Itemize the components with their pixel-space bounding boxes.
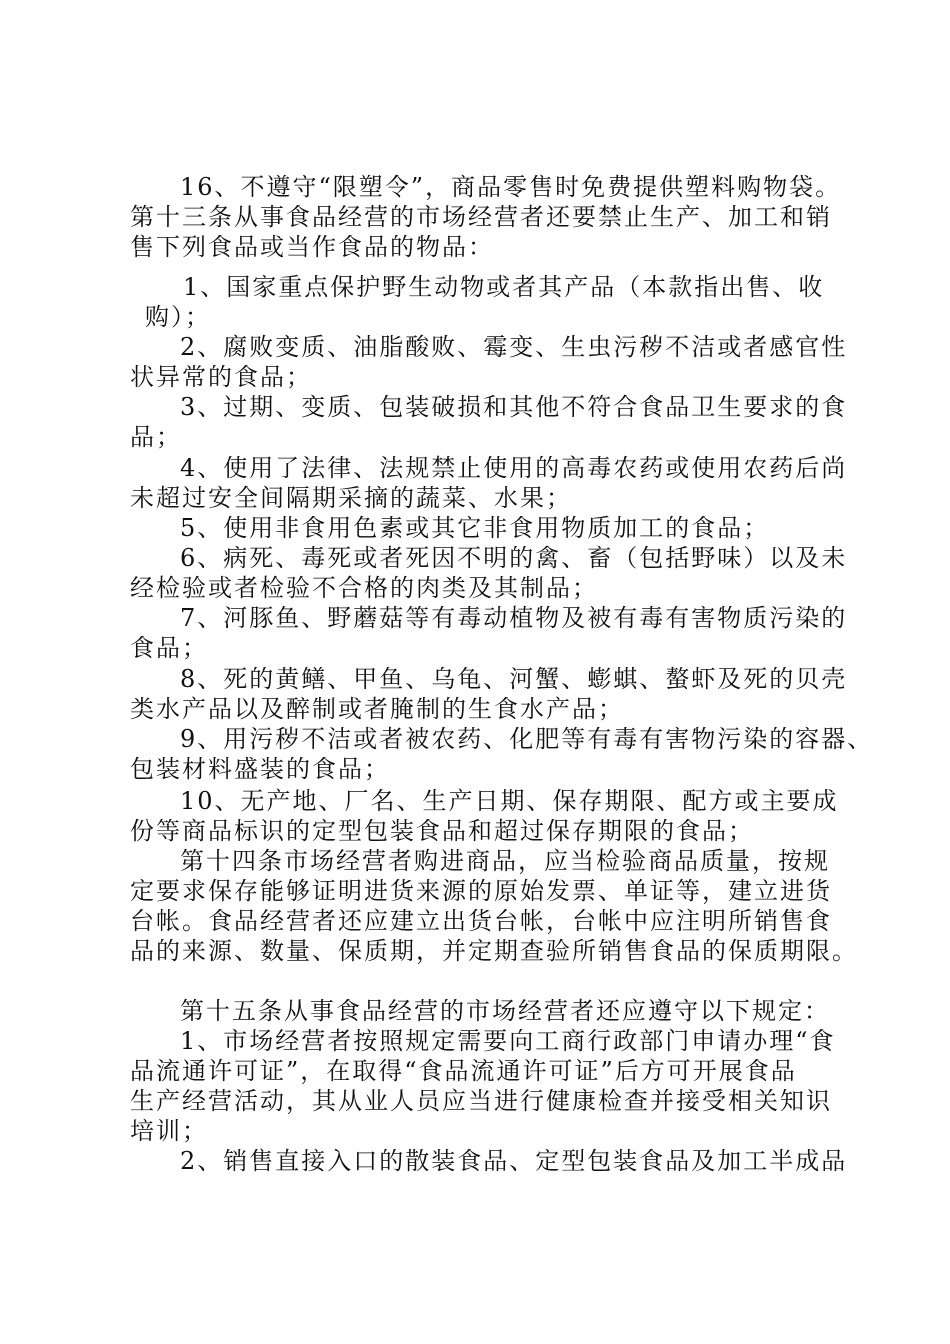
text-line: 购）；	[145, 303, 211, 331]
text-line: 份等商品标识的定型包装食品和超过保存期限的食品；	[130, 817, 754, 845]
text-line: 状异常的食品；	[130, 363, 312, 391]
text-line: 食品；	[130, 634, 208, 662]
text-line: 6、病死、毒死或者死因不明的禽、畜（包括野味）以及未	[180, 544, 848, 572]
text-line: 品的来源、数量、保质期，并定期查验所销售食品的保质期限。	[130, 937, 858, 965]
text-line: 5、使用非食用色素或其它非食用物质加工的食品；	[180, 514, 770, 542]
text-line: 品；	[130, 423, 182, 451]
text-line: 培训；	[130, 1117, 208, 1145]
text-line: 16、不遵守“限塑令”，商品零售时免费提供塑料购物袋。	[180, 173, 842, 201]
text-line: 10、无产地、厂名、生产日期、保存期限、配方或主要成	[180, 787, 839, 815]
text-line: 第十四条市场经营者购进商品，应当检验商品质量，按规	[180, 847, 830, 875]
text-line: 7、河豚鱼、野蘑菇等有毒动植物及被有毒有害物质污染的	[180, 604, 848, 632]
text-line: 品流通许可证”，在取得“食品流通许可证”后方可开展食品	[130, 1057, 797, 1085]
text-line: 第十五条从事食品经营的市场经营者还应遵守以下规定：	[180, 997, 830, 1025]
text-line: 未超过安全间隔期采摘的蔬菜、水果；	[130, 484, 572, 512]
text-line: 类水产品以及醉制或者腌制的生食水产品；	[130, 695, 624, 723]
text-line: 生产经营活动，其从业人员应当进行健康检查并接受相关知识	[130, 1087, 832, 1115]
text-line: 台帐。食品经营者还应建立出货台帐，台帐中应注明所销售食	[130, 907, 832, 935]
text-line: 9、用污秽不洁或者被农药、化肥等有毒有害物污染的容器、	[180, 725, 874, 753]
text-line: 经检验或者检验不合格的肉类及其制品；	[130, 574, 598, 602]
text-line: 3、过期、变质、包装破损和其他不符合食品卫生要求的食	[180, 393, 848, 421]
text-line: 4、使用了法律、法规禁止使用的高毒农药或使用农药后尚	[180, 454, 848, 482]
text-line: 2、销售直接入口的散装食品、定型包装食品及加工半成品	[180, 1147, 848, 1175]
text-line: 1、国家重点保护野生动物或者其产品（本款指出售、收	[183, 273, 825, 301]
text-line: 包装材料盛装的食品；	[130, 755, 390, 783]
text-line: 定要求保存能够证明进货来源的原始发票、单证等，建立进货	[130, 877, 832, 905]
text-line: 1、市场经营者按照规定需要向工商行政部门申请办理“食	[180, 1027, 836, 1055]
text-line: 8、死的黄鳝、甲鱼、乌龟、河蟹、蟛蜞、螯虾及死的贝壳	[180, 665, 848, 693]
text-line: 售下列食品或当作食品的物品：	[130, 233, 494, 261]
text-line: 2、腐败变质、油脂酸败、霉变、生虫污秽不洁或者感官性	[180, 333, 848, 361]
text-line: 第十三条从事食品经营的市场经营者还要禁止生产、加工和销	[130, 203, 832, 231]
